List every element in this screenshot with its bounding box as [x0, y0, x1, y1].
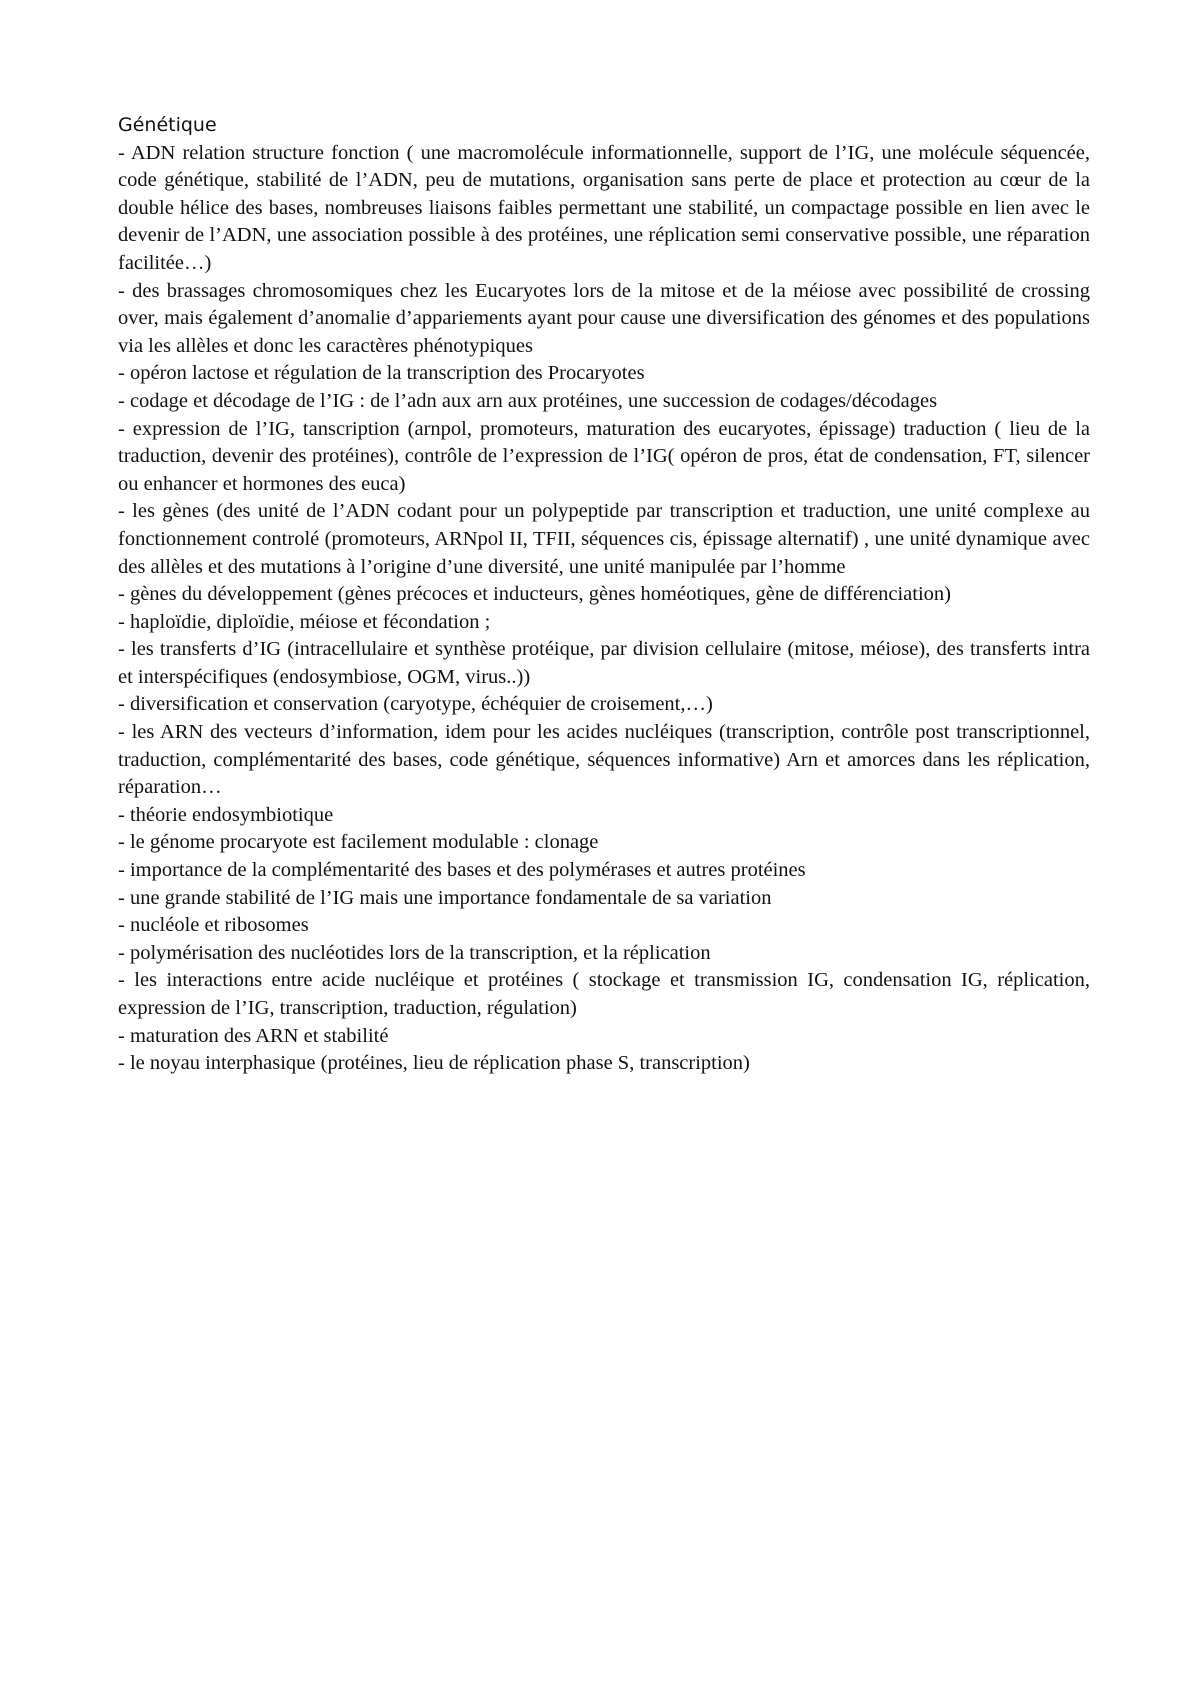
topic-item: - les interactions entre acide nucléique et protéines ( stockage et transmission IG, condensation IG, réplication, expression de l’IG, transcription, traduction, régulation): [118, 969, 1090, 1019]
topic-item: - les transferts d’IG (intracellulaire et synthèse protéique, par division cellulaire (mitose, méiose), des transferts intra et interspécifiques (endosymbiose, OGM, virus..)): [118, 638, 1090, 688]
topic-item: - importance de la complémentarité des bases et des polymérases et autres protéines: [118, 859, 806, 882]
topic-item: - les ARN des vecteurs d’information, idem pour les acides nucléiques (transcription, contrôle post transcriptionnel, traduction, complémentarité des bases, code génétique, séquences informative) Arn et amorces dans les réplication, réparation…: [118, 721, 1090, 799]
topic-item: - le génome procaryote est facilement modulable : clonage: [118, 831, 599, 854]
topic-item: - une grande stabilité de l’IG mais une importance fondamentale de sa variation: [118, 886, 772, 909]
topic-item: - expression de l’IG, tanscription (arnpol, promoteurs, maturation des eucaryotes, épissage) traduction ( lieu de la traduction, devenir des protéines), contrôle de l’expression de l’IG( opéron de pros, état de condensation, FT, silencer ou enhancer et hormones des euca): [118, 417, 1090, 495]
topic-item: - des brassages chromosomiques chez les Eucaryotes lors de la mitose et de la méiose avec possibilité de crossing over, mais également d’anomalie d’appariements ayant pour cause une diversification des génomes et des populations via les allèles et donc les caractères phénotypiques: [118, 279, 1090, 357]
topic-item: - opéron lactose et régulation de la transcription des Procaryotes: [118, 362, 645, 385]
topic-item: - gènes du développement (gènes précoces et inducteurs, gènes homéotiques, gène de différenciation): [118, 583, 951, 606]
document-body: [118, 112, 1090, 1078]
topic-item: - ADN relation structure fonction ( une macromolécule informationnelle, support de l’IG, une molécule séquencée, code génétique, stabilité de l’ADN, peu de mutations, organisation sans perte de place et protection au cœur de la double hélice des bases, nombreuses liaisons faibles permettant une stabilité, un compactage possible en lien avec le devenir de l’ADN, une association possible à des protéines, une réplication semi conservative possible, une réparation facilitée…): [118, 141, 1090, 274]
topic-item: - les gènes (des unité de l’ADN codant pour un polypeptide par transcription et traduction, une unité complexe au fonctionnement controlé (promoteurs, ARNpol II, TFII, séquences cis, épissage alternatif) , une unité dynamique avec des allèles et des mutations à l’origine d’une diversité, une unité manipulée par l’homme: [118, 500, 1090, 578]
topic-item: - nucléole et ribosomes: [118, 914, 309, 937]
topic-list: [118, 140, 1090, 1078]
topic-item: - polymérisation des nucléotides lors de la transcription, et la réplication: [118, 941, 711, 964]
topic-item: - haploïdie, diploïdie, méiose et fécondation ;: [118, 610, 491, 633]
topic-item: - codage et décodage de l’IG : de l’adn aux arn aux protéines, une succession de codages/décodages: [118, 389, 938, 412]
topic-item: - le noyau interphasique (protéines, lieu de réplication phase S, transcription): [118, 1052, 750, 1075]
topic-item: - théorie endosymbiotique: [118, 803, 334, 826]
topic-item: - diversification et conservation (caryotype, échéquier de croisement,…): [118, 693, 713, 716]
topic-item: - maturation des ARN et stabilité: [118, 1024, 389, 1047]
document-title: Génétique: [118, 114, 217, 136]
